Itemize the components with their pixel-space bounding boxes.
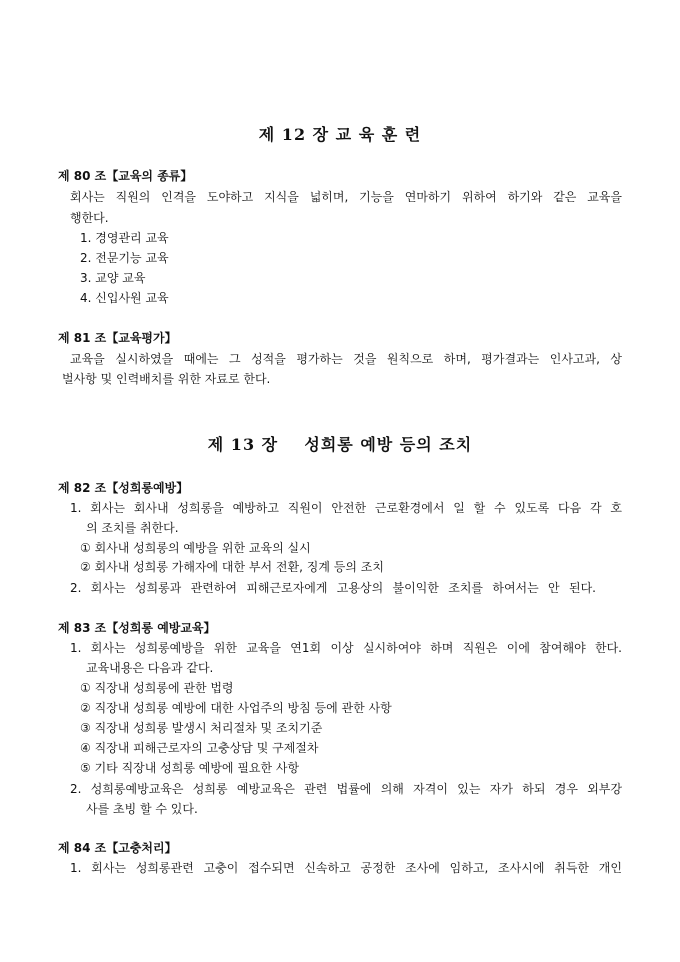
list-item: ① 회사내 성희롱의 예방을 위한 교육의 실시 bbox=[80, 541, 311, 555]
article-80-body-line-2: 행한다. bbox=[70, 211, 109, 225]
list-item: 1. 경영관리 교육 bbox=[80, 231, 169, 245]
list-item: ③ 직장내 성희롱 발생시 처리절차 및 조치기준 bbox=[80, 721, 323, 735]
list-item: 2. 전문기능 교육 bbox=[80, 251, 169, 265]
list-item: ⑤ 기타 직장내 성희롱 예방에 필요한 사항 bbox=[80, 761, 300, 775]
list-item: ② 회사내 성희롱 가해자에 대한 부서 전환, 징계 등의 조치 bbox=[80, 560, 384, 574]
article-84-heading: 제 84 조【고충처리】 bbox=[58, 841, 177, 855]
list-item: 3. 교양 교육 bbox=[80, 271, 146, 285]
list-item: ① 직장내 성희롱에 관한 법령 bbox=[80, 681, 234, 695]
article-82-para-1-line-2: 의 조치를 취한다. bbox=[86, 521, 179, 535]
article-81-heading: 제 81 조【교육평가】 bbox=[58, 331, 177, 345]
list-item: ② 직장내 성희롱 예방에 대한 사업주의 방침 등에 관한 사항 bbox=[80, 701, 392, 715]
list-item: ④ 직장내 피해근로자의 고충상담 및 구제절차 bbox=[80, 741, 319, 755]
article-82-para-2: 2. 회사는 성희롱과 관련하여 피해근로자에게 고용상의 불이익한 조치를 하여서는 안 된다. bbox=[70, 581, 596, 595]
chapter-13-title: 제 13 장 성희롱 예방 등의 조치 bbox=[207, 435, 473, 454]
article-80-body-line-1: 회사는 직원의 인격을 도야하고 지식을 넓히며, 기능을 연마하기 위하여 하기와 같은 교육을 bbox=[70, 190, 622, 204]
chapter-12-title: 제 12 장 교 육 훈 련 bbox=[258, 125, 422, 144]
article-83-para-1-line-2: 교육내용은 다음과 같다. bbox=[86, 661, 214, 675]
article-83-heading: 제 83 조【성희롱 예방교육】 bbox=[58, 621, 216, 635]
article-84-para-1-line-1: 1. 회사는 성희롱관련 고충이 접수되면 신속하고 공정한 조사에 임하고, 조사시에 취득한 개인 bbox=[70, 861, 622, 875]
article-82-heading: 제 82 조【성희롱예방】 bbox=[58, 481, 189, 495]
article-83-para-2-line-2: 사를 초빙 할 수 있다. bbox=[86, 802, 198, 816]
article-82-para-1-line-1: 1. 회사는 회사내 성희롱을 예방하고 직원이 안전한 근로환경에서 일 할 수 있도록 다음 각 호 bbox=[70, 501, 622, 515]
article-83-para-1-line-1: 1. 회사는 성희롱예방을 위한 교육을 연1회 이상 실시하여야 하며 직원은 이에 참여해야 한다. bbox=[70, 641, 622, 655]
article-81-body-line-1: 교육을 실시하였을 때에는 그 성적을 평가하는 것을 원칙으로 하며, 평가결과는 인사고과, 상 bbox=[70, 352, 622, 366]
article-80-heading: 제 80 조【교육의 종류】 bbox=[58, 169, 193, 183]
article-83-para-2-line-1: 2. 성희롱예방교육은 성희롱 예방교육은 관련 법률에 의해 자격이 있는 자가 하되 경우 외부강 bbox=[70, 782, 622, 796]
list-item: 4. 신입사원 교육 bbox=[80, 291, 169, 305]
article-81-body-line-2: 벌사항 및 인력배치를 위한 자료로 한다. bbox=[62, 372, 271, 386]
